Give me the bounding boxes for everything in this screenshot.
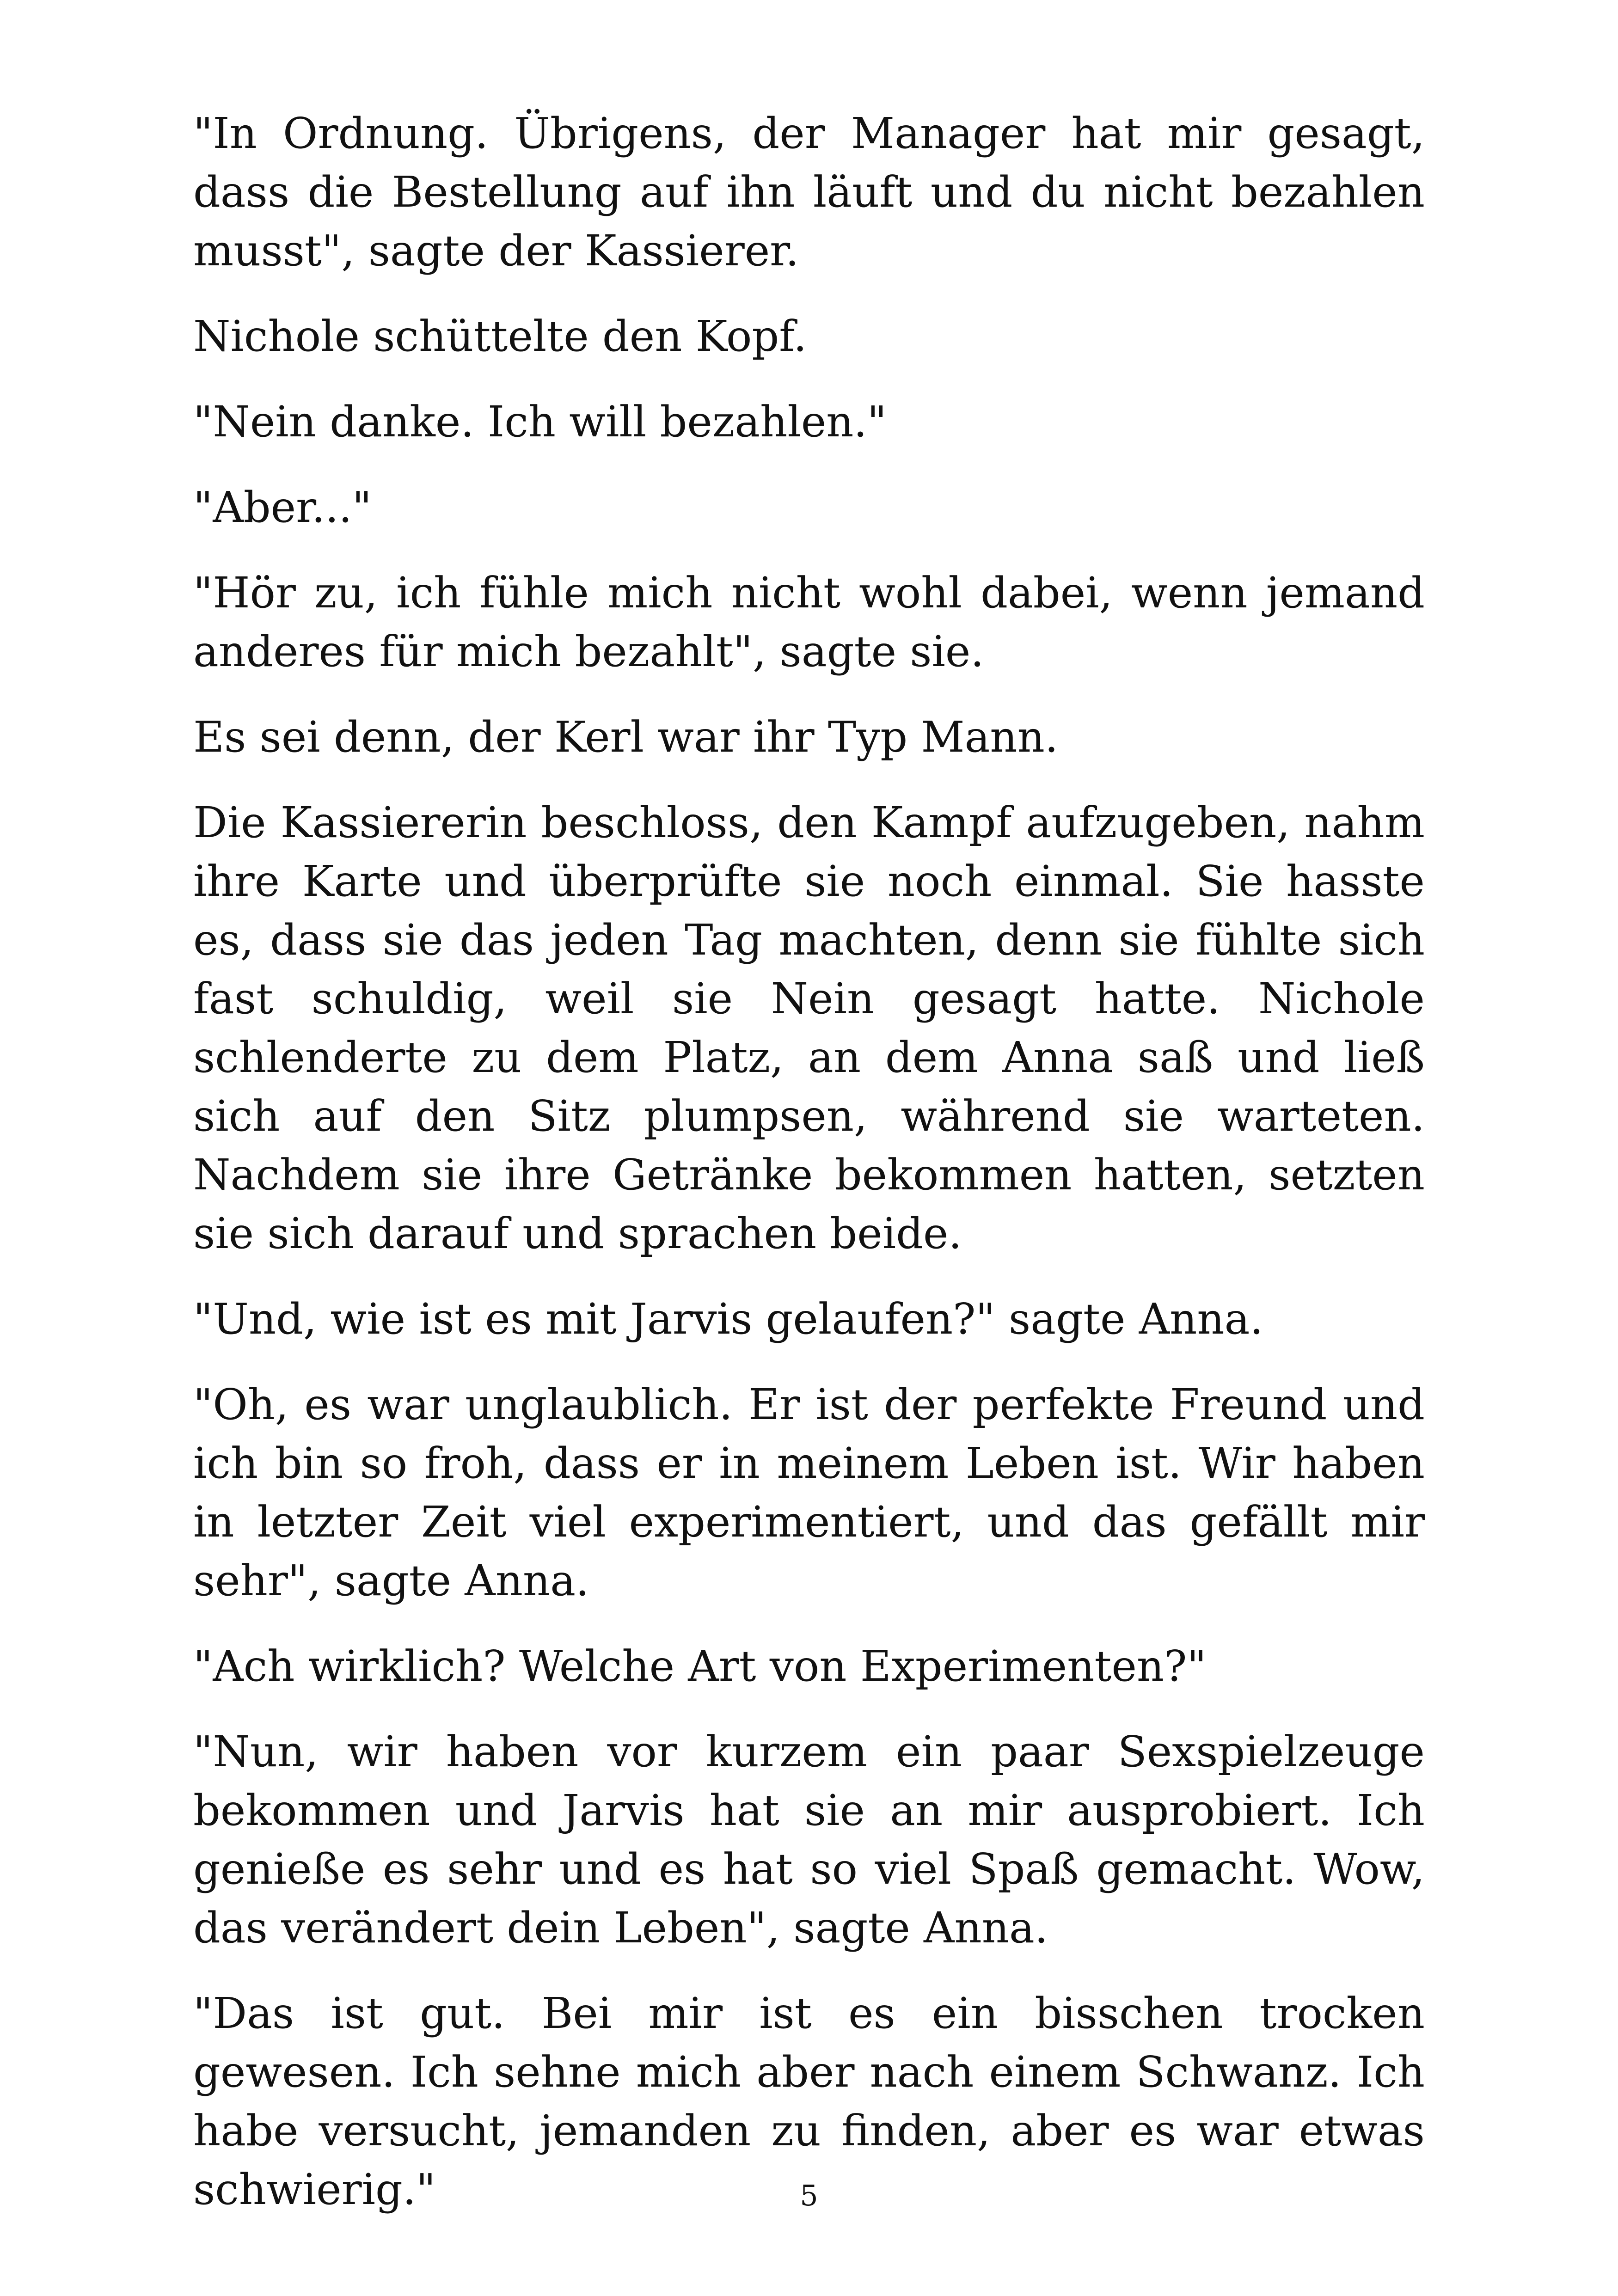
paragraph: "In Ordnung. Übrigens, der Manager hat mir gesagt, dass die Bestellung auf ihn läuft und du nicht bezahlen musst", sagte der Kassierer.	[193, 109, 1425, 276]
paragraph: "Das ist gut. Bei mir ist es ein bisschen trocken gewesen. Ich sehne mich aber nach einem Schwanz. Ich habe versucht, jemanden zu finden, aber es war etwas schwierig."	[193, 1989, 1425, 2214]
paragraph: "Hör zu, ich fühle mich nicht wohl dabei, wenn jemand anderes für mich bezahlt", sagte sie.	[193, 568, 1425, 676]
paragraph: Nichole schüttelte den Kopf.	[193, 312, 807, 361]
paragraph: Es sei denn, der Kerl war ihr Typ Mann.	[193, 712, 1059, 762]
paragraph: "Und, wie ist es mit Jarvis gelaufen?" sagte Anna.	[193, 1294, 1263, 1344]
paragraph: Die Kassiererin beschloss, den Kampf aufzugeben, nahm ihre Karte und überprüfte sie noch einmal. Sie hasste es, dass sie das jeden Tag machten, denn sie fühlte sich fast schuldig, weil sie Nein gesagt hatte. Nichole schlenderte zu dem Platz, an dem Anna saß und ließ sich auf den Sitz plumpsen, während sie warteten. Nachdem sie ihre Getränke bekommen hatten, setzten sie sich darauf und sprachen beide.	[193, 798, 1425, 1258]
paragraph: "Oh, es war unglaublich. Er ist der perfekte Freund und ich bin so froh, dass er in meinem Leben ist. Wir haben in letzter Zeit viel experimentiert, und das gefällt mir sehr", sagte Anna.	[193, 1380, 1425, 1605]
page-number: 5	[800, 2179, 818, 2212]
body-text	[193, 104, 1425, 2246]
paragraph: "Nun, wir haben vor kurzem ein paar Sexspielzeuge bekommen und Jarvis hat sie an mir ausprobiert. Ich genieße es sehr und es hat so viel Spaß gemacht. Wow, das verändert dein Leben", sagte Anna.	[193, 1727, 1425, 1953]
paragraph: "Ach wirklich? Welche Art von Experimenten?"	[193, 1641, 1207, 1691]
paragraph: "Aber..."	[193, 483, 372, 532]
paragraph: "Nein danke. Ich will bezahlen."	[193, 397, 887, 447]
